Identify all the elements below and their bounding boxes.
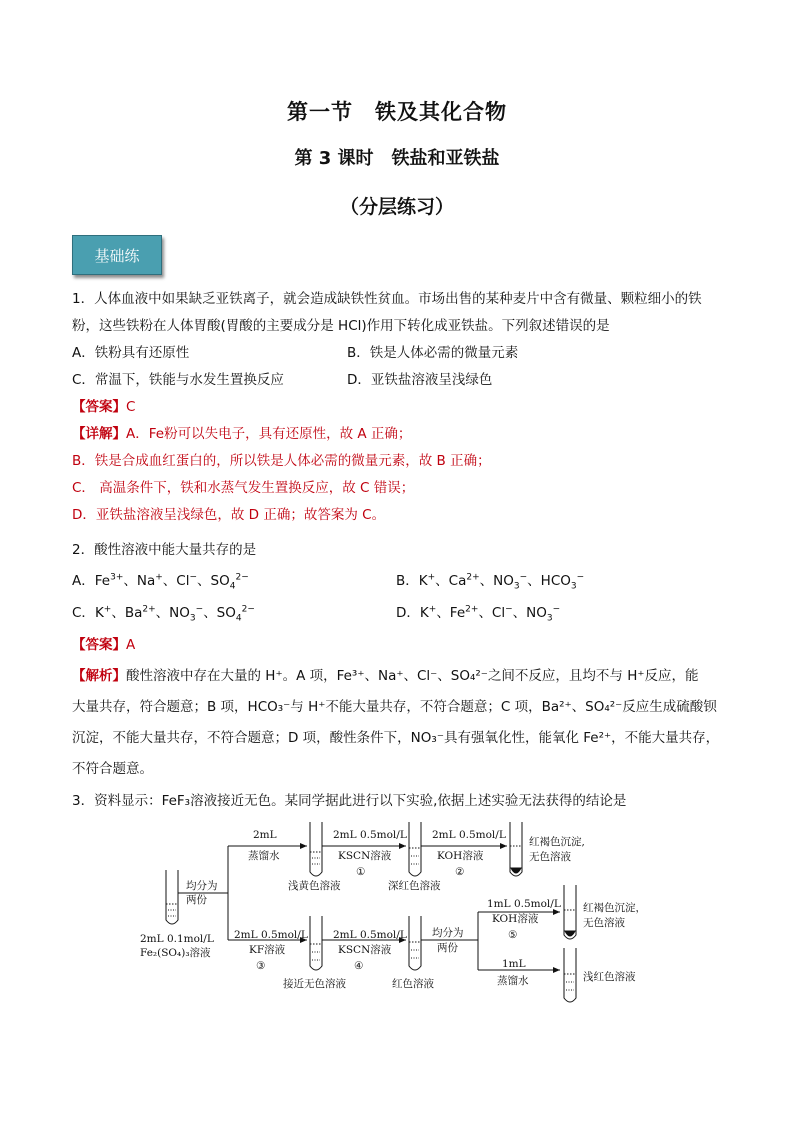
q2-analysis-line-4: 不符合题意。 [72, 761, 153, 777]
q2-option-b: B．K+、$Ca^{2+}$、$NO_3^-$、$HCO_3^-$ [396, 572, 585, 592]
label-koh-top-1: 2mL 0.5mol/L [432, 829, 506, 841]
label-water-bottom-2: 蒸馏水 [497, 975, 529, 987]
label-kscn-bottom-1: 2mL 0.5mol/L [333, 929, 407, 941]
q2-analysis-text-1: 酸性溶液中存在大量的 H⁺。A 项，Fe³⁺、Na⁺、Cl⁻、SO₄²⁻之间不反应，且均不与 H⁺反应，能 [126, 668, 699, 684]
q2-analysis-tag: 【解析】 [72, 668, 126, 684]
q2-option-a-label: A． [72, 573, 95, 589]
q2-option-c: C．K+、$Ba^{2+}$、$NO_3^-$、$SO_4^{2-}$ [72, 604, 255, 624]
label-result-top-2: 无色溶液 [529, 851, 571, 863]
test-tube-pale-yellow [310, 822, 322, 876]
test-tube-near-colorless [310, 916, 322, 970]
label-start-2: Fe₂(SO₄)₃溶液 [140, 947, 211, 959]
test-tube-red-solution [409, 916, 421, 970]
q1-stem-line-2: 粉，这些铁粉在人体胃酸(胃酸的主要成分是 HCl)作用下转化成亚铁盐。下列叙述错误的是 [72, 318, 610, 334]
q1-detail-line-3: C． 高温条件下，铁和水蒸气发生置换反应，故 C 错误； [72, 480, 415, 496]
section-title: 第一节 铁及其化合物 [287, 100, 507, 124]
page-subtitle: （分层练习） [339, 196, 454, 218]
test-tube-precipitate-top [510, 822, 522, 876]
label-circle-5: ⑤ [508, 929, 518, 941]
q2-option-d: D．K+、$Fe^{2+}$、Cl−、$NO_3^-$ [396, 604, 561, 624]
q1-detail-text-1: A．Fe粉可以失电子，具有还原性，故 A 正确； [126, 426, 412, 442]
test-tube-light-red [564, 948, 576, 1002]
label-water-bottom-1: 1mL [502, 958, 526, 970]
q2-option-d-label: D． [396, 605, 420, 621]
label-kscn-top-1: 2mL 0.5mol/L [333, 829, 407, 841]
q1-option-a: A．铁粉具有还原性 [72, 345, 190, 361]
label-result-bottom-2: 无色溶液 [583, 917, 625, 929]
q2-analysis-line-3: 沉淀，不能大量共存，不符合题意；D 项，酸性条件下，NO₃⁻具有强氧化性，能氧化 Fe²⁺，不能大量共存， [72, 730, 720, 746]
test-tube-precipitate-bottom [564, 885, 576, 939]
q1-detail-line-4: D．亚铁盐溶液呈浅绿色，故 D 正确；故答案为 C。 [72, 507, 386, 523]
test-tube-deep-red [409, 822, 421, 876]
label-pale-yellow: 浅黄色溶液 [288, 880, 341, 892]
q2-answer-tag: 【答案】 [72, 637, 126, 653]
label-kf-2: KF溶液 [249, 944, 286, 956]
label-deep-red: 深红色溶液 [388, 880, 441, 892]
label-koh-bottom-1: 1mL 0.5mol/L [487, 898, 561, 910]
q1-option-d: D．亚铁盐溶液呈浅绿色 [347, 372, 493, 388]
label-circle-2: ② [455, 866, 465, 878]
q2-option-b-label: B． [396, 573, 419, 589]
label-result-top-1: 红褐色沉淀, [529, 836, 585, 848]
label-light-red: 浅红色溶液 [583, 971, 636, 983]
label-kscn-top-2: KSCN溶液 [338, 850, 392, 862]
label-split-2: 两份 [186, 894, 207, 906]
test-tube-start [166, 870, 178, 924]
q2-option-c-label: C． [72, 605, 95, 621]
label-split-1: 均分为 [186, 880, 218, 892]
label-koh-top-2: KOH溶液 [437, 850, 484, 862]
q2-option-a: A．$Fe^{3+}$、Na+、Cl−、$SO_4^{2-}$ [72, 572, 249, 592]
q2-answer: A [126, 637, 136, 653]
label-red-solution: 红色溶液 [392, 978, 434, 990]
q1-answer: C [126, 399, 136, 415]
label-koh-bottom-2: KOH溶液 [492, 913, 539, 925]
label-result-bottom-1: 红褐色沉淀， [583, 902, 646, 914]
label-circle-4: ④ [354, 960, 364, 972]
label-kscn-bottom-2: KSCN溶液 [338, 944, 392, 956]
label-water-top-2: 蒸馏水 [248, 850, 280, 862]
q1-answer-tag: 【答案】 [72, 399, 126, 415]
lesson-title: 第 3 课时 铁盐和亚铁盐 [294, 148, 500, 169]
section-tab-label: 基础练 [94, 246, 140, 265]
q2-stem: 2．酸性溶液中能大量共存的是 [72, 542, 257, 558]
q1-stem-line-1: 1．人体血液中如果缺乏亚铁离子，就会造成缺铁性贫血。市场出售的某种麦片中含有微量、颗粒细小的铁 [72, 291, 702, 307]
label-start-1: 2mL 0.1mol/L [140, 933, 214, 945]
q1-option-c: C．常温下，铁能与水发生置换反应 [72, 372, 284, 388]
label-circle-3: ③ [256, 960, 266, 972]
label-circle-1: ① [356, 866, 366, 878]
q1-detail-tag: 【详解】 [72, 426, 126, 442]
q2-analysis-line-2: 大量共存，符合题意；B 项，HCO₃⁻与 H⁺不能大量共存，不符合题意；C 项，Ba²⁺、SO₄²⁻反应生成硫酸钡 [72, 699, 717, 715]
label-split2-1: 均分为 [432, 927, 464, 939]
q1-detail-line-2: B．铁是合成血红蛋白的，所以铁是人体必需的微量元素，故 B 正确； [72, 453, 491, 469]
label-kf-1: 2mL 0.5mol/L [234, 929, 308, 941]
label-water-top-1: 2mL [253, 829, 277, 841]
label-split2-2: 两份 [437, 942, 458, 954]
q1-option-b: B．铁是人体必需的微量元素 [347, 345, 519, 361]
q3-stem: 3．资料显示：FeF₃溶液接近无色。某同学据此进行以下实验,依据上述实验无法获得的结论是 [72, 793, 627, 809]
label-near-colorless: 接近无色溶液 [283, 978, 346, 990]
